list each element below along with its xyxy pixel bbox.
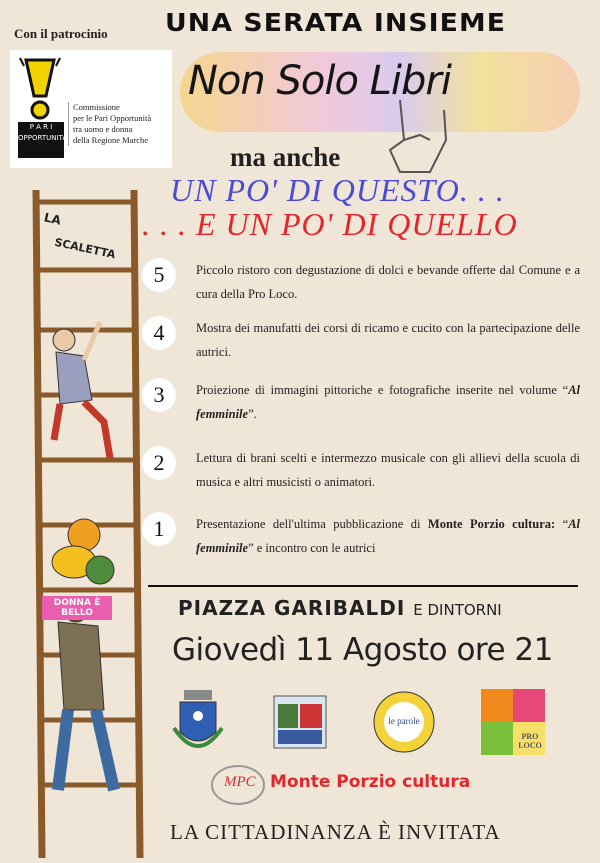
item-text-c: ” e incontro con le autrici [248, 541, 376, 555]
item-bold-2: Al femminile [196, 517, 580, 555]
exclamation-icon [16, 56, 69, 162]
item-bold: Monte Porzio cultura: [427, 517, 556, 531]
item-text [196, 512, 580, 560]
place-name: PIAZZA GARIBALDI [178, 596, 406, 620]
ladder-label-scaletta: SCALETTA [53, 235, 117, 262]
logo-text-line: per le Pari Opportunità [73, 113, 152, 123]
donna-e-bello-label: DONNA È BELLO [42, 596, 112, 620]
ma-anche-text: ma anche [230, 142, 341, 172]
hand-sign-icon [380, 80, 460, 176]
pill-line-2: OPPORTUNITA' [18, 134, 69, 142]
library-logo-icon [272, 694, 328, 750]
logo-text-line: tra uomo e donna [73, 124, 133, 134]
ladder-label-la: LA [42, 210, 63, 228]
event-place [178, 596, 502, 620]
headline-red: . . . E UN PO' DI QUELLO [142, 206, 518, 242]
item-text-a: Proiezione di immagini pittoriche e fotografiche inserite nel volume “ [196, 383, 569, 397]
item-text [196, 378, 580, 426]
figure-climber-bottom [58, 598, 114, 790]
logo-text-line: Commissione [73, 102, 120, 112]
figure-climber-top [53, 322, 110, 458]
item-text: Lettura di brani scelti e intermezzo musicale con gli allievi della scuola di musica e altri musicisti o animatori. [196, 451, 580, 489]
pari-pill [18, 122, 69, 158]
pari-opportunita-logo [10, 50, 172, 168]
headline-blue: UN PO' DI QUESTO. . . [170, 172, 505, 208]
le-parole-logo [372, 690, 436, 754]
monte-porzio-text: Monte Porzio cultura [270, 772, 471, 792]
place-suffix: E DINTORNI [413, 601, 502, 619]
pill-line-1: P A R I [29, 123, 53, 131]
mpc-letters: MPC [224, 774, 256, 790]
item-text: Piccolo ristoro con degustazione di dolci e bevande offerte dal Comune e a cura della Pro Loco. [196, 263, 580, 301]
item-number: 1 [142, 512, 176, 546]
item-text: Mostra dei manufatti dei corsi di ricamo e cucito con la partecipazione delle autrici. [196, 321, 580, 359]
le-parole-text: le parole [388, 716, 420, 726]
divider [148, 585, 578, 587]
municipal-crest-icon [168, 688, 228, 760]
non-solo-libri-text: Non Solo Libri [188, 58, 451, 104]
item-number: 4 [142, 316, 176, 350]
invitation-text: LA CITTADINANZA È INVITATA [170, 820, 501, 844]
item-number: 2 [142, 446, 176, 480]
commissione-text [68, 102, 177, 146]
main-title: UNA SERATA INSIEME [165, 8, 507, 37]
event-datetime: Giovedì 11 Agosto ore 21 [172, 632, 553, 668]
figure-duck [52, 519, 114, 584]
logo-text-line: della Regione Marche [73, 135, 149, 145]
item-number: 5 [142, 258, 176, 292]
item-bold: Al femminile [196, 383, 580, 421]
item-number: 3 [142, 378, 176, 412]
item-text-b: ”. [248, 407, 257, 421]
pro-loco-logo [480, 688, 546, 756]
item-text-a: Presentazione dell'ultima pubblicazione di [196, 517, 428, 531]
patrocinio-label: Con il patrocinio [14, 26, 108, 41]
item-text-b: “ [555, 517, 569, 531]
monte-porzio-logo [210, 764, 266, 806]
pro-loco-text: PRO LOCO [518, 732, 542, 750]
